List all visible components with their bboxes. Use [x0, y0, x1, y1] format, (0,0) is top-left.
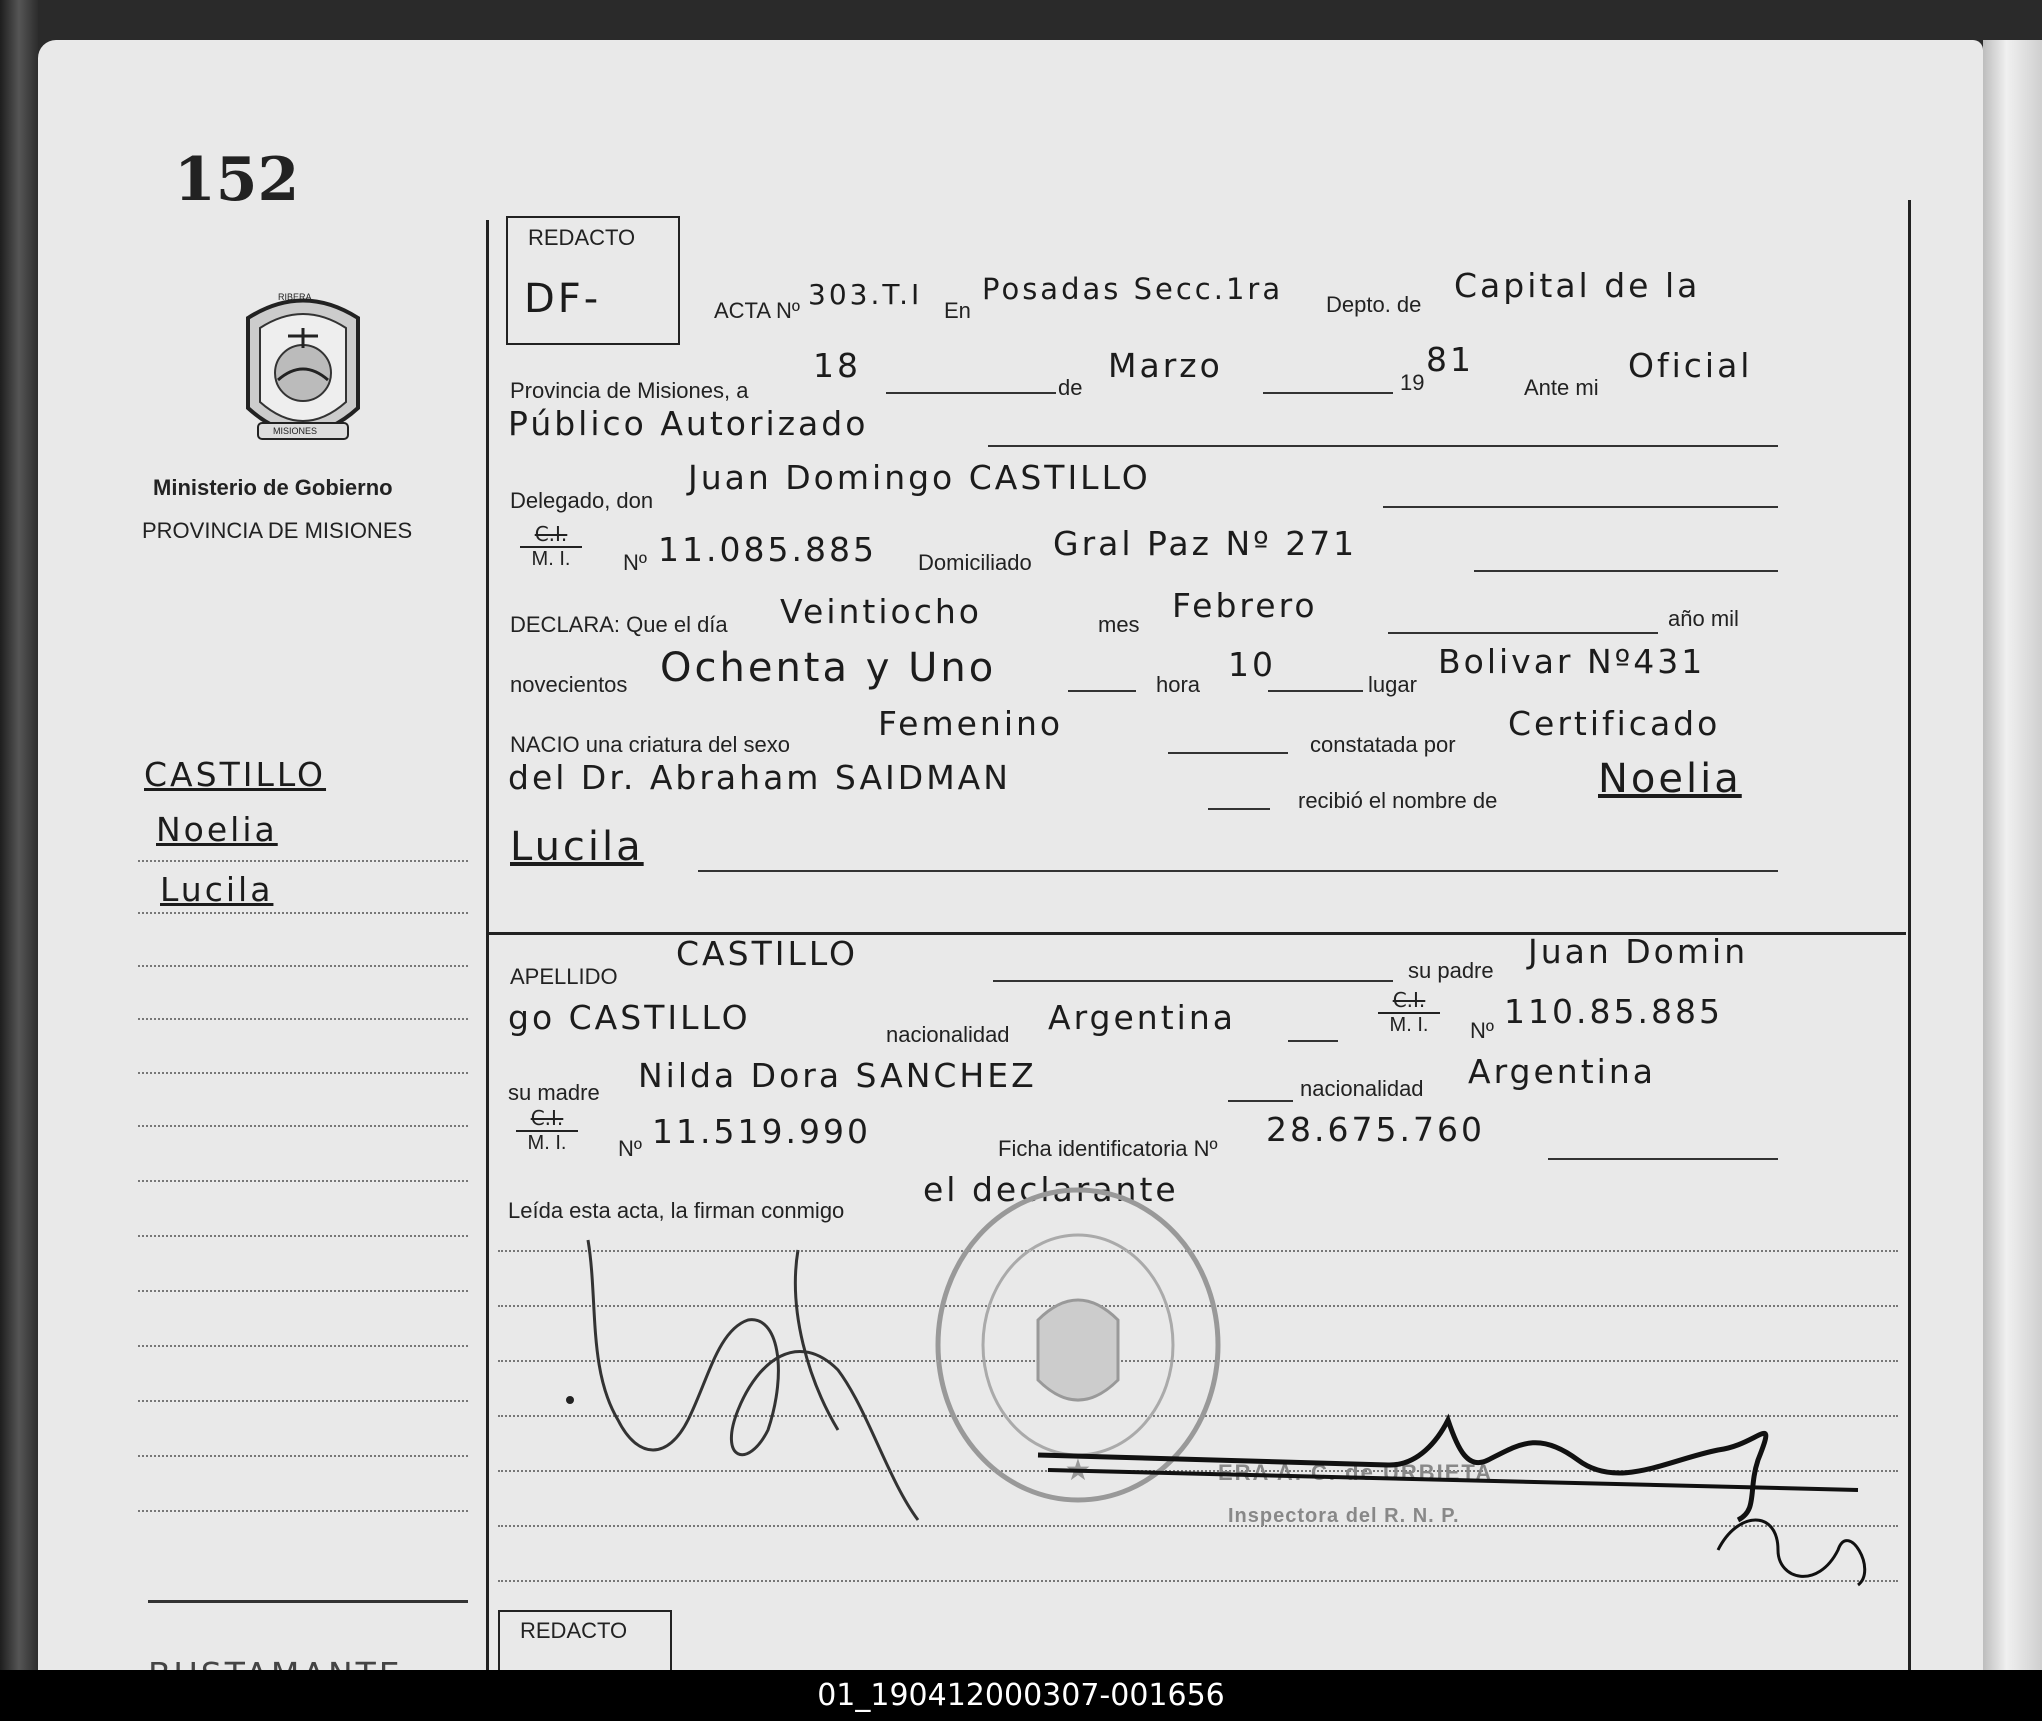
ante-label: Ante mi [1524, 375, 1599, 400]
margin-line [138, 1400, 468, 1402]
declara-label: DECLARA: Que el día [510, 612, 728, 637]
madre-value: Nilda Dora SANCHEZ [638, 1056, 1037, 1095]
padre-doc-value: 110.85.885 [1504, 992, 1723, 1031]
constatada-value: Certificado [1508, 704, 1721, 743]
margin-first-name: Noelia [156, 810, 278, 849]
madre-doc-type [516, 1106, 578, 1155]
svg-text:★: ★ [1064, 1454, 1092, 1487]
margin-second-name: Lucila [160, 870, 274, 909]
lugar-value: Bolivar Nº431 [1438, 642, 1706, 681]
fill-line [698, 870, 1778, 872]
madre-doc-value: 11.519.990 [652, 1112, 871, 1151]
mi-label: M. I. [531, 548, 571, 570]
constatada-label: constatada por [1310, 732, 1456, 757]
declarant-signature [538, 1220, 998, 1550]
margin-line [138, 1018, 468, 1020]
padre-value-2: go CASTILLO [508, 998, 751, 1037]
hora-label: hora [1156, 672, 1201, 697]
margin-line [138, 1510, 468, 1512]
margin-rule-bottom [148, 1600, 468, 1603]
fill-line [1263, 392, 1393, 394]
margin-line [138, 1180, 468, 1182]
apellido-label: APELLIDO [510, 964, 618, 989]
anio-suffix: 81 [1426, 340, 1474, 379]
fill-line [1068, 690, 1136, 692]
madre-nacionalidad-value: Argentina [1468, 1052, 1656, 1091]
de-label: de [1058, 375, 1083, 400]
nombre-1-value: Noelia [1598, 756, 1742, 802]
fill-line [993, 980, 1393, 982]
right-rule [1908, 200, 1911, 1700]
constatada-value-2: del Dr. Abraham SAIDMAN [508, 758, 1011, 797]
margin-line [138, 1290, 468, 1292]
fill-line [1288, 1040, 1338, 1042]
delegado-doc-no-label: Nº [623, 550, 647, 575]
acta-label: ACTA Nº [714, 298, 800, 323]
ministry-name: Ministerio de Gobierno [153, 475, 393, 500]
ficha-value: 28.675.760 [1266, 1110, 1485, 1149]
ante-value: Oficial [1628, 346, 1753, 385]
margin-line [138, 860, 468, 862]
fill-line [988, 445, 1778, 447]
delegado-doc-value: 11.085.885 [658, 530, 877, 569]
page-edges [1983, 40, 2042, 1670]
leida-label: Leída esta acta, la firman conmigo [508, 1198, 845, 1223]
redacto-label: REDACTO [528, 225, 636, 250]
mi-label: M. I. [1389, 1014, 1429, 1036]
anio-texto-value: Ochenta y Uno [660, 645, 997, 691]
fill-line [1168, 752, 1288, 754]
page-number: 152 [174, 145, 300, 215]
nacio-label: NACIO una criatura del sexo [510, 732, 791, 757]
fill-line [1268, 690, 1363, 692]
acta-number: 303.T.I [808, 278, 923, 311]
padre-value: Juan Domin [1528, 932, 1749, 971]
redacto-value: DF- [524, 276, 602, 322]
inspector-stamp-line1: ERA A. C. de URBIETA [1218, 1460, 1494, 1485]
margin-line [138, 1345, 468, 1347]
image-id-label: 01_190412000307-001656 [817, 1678, 1225, 1713]
delegado-label: Delegado, don [510, 488, 654, 513]
padre-nacionalidad-label: nacionalidad [886, 1022, 1010, 1047]
margin-line [138, 912, 468, 914]
inspector-stamp-line2: Inspectora del R. N. P. [1228, 1505, 1460, 1527]
leida-value: el declarante [923, 1170, 1179, 1209]
padre-nacionalidad-value: Argentina [1048, 998, 1236, 1037]
madre-label: su madre [508, 1080, 600, 1105]
ci-label: C.I. [516, 1106, 578, 1132]
madre-doc-no-label: Nº [618, 1136, 642, 1161]
margin-line [138, 1235, 468, 1237]
mes-texto-value: Febrero [1172, 586, 1318, 625]
ci-label: C.I. [520, 522, 582, 548]
book-binding [0, 0, 38, 1721]
depto-value: Capital de la [1454, 266, 1701, 305]
margin-surname: CASTILLO [144, 755, 327, 794]
ficha-label: Ficha identificatoria Nº [998, 1136, 1218, 1161]
novecientos-label: novecientos [510, 672, 628, 697]
dia-texto-value: Veintiocho [780, 592, 982, 631]
ante-value-2: Público Autorizado [508, 404, 869, 443]
anio-mil-label: año mil [1668, 606, 1739, 631]
delegado-value: Juan Domingo CASTILLO [688, 458, 1151, 497]
province-name: PROVINCIA DE MISIONES [142, 518, 413, 543]
fill-line [1228, 1100, 1293, 1102]
mes-label: mes [1098, 612, 1140, 637]
padre-doc-type [1378, 988, 1440, 1037]
fill-line [1208, 808, 1270, 810]
fill-line [1548, 1158, 1778, 1160]
margin-line [138, 1072, 468, 1074]
lugar-label: lugar [1368, 672, 1417, 697]
fill-line [886, 392, 1056, 394]
next-redacto-label: REDACTO [520, 1618, 628, 1643]
padre-doc-no-label: Nº [1470, 1018, 1494, 1043]
domiciliado-label: Domiciliado [918, 550, 1032, 575]
nombre-2-value: Lucila [510, 824, 644, 870]
margin-line [138, 1455, 468, 1457]
fill-line [1388, 632, 1658, 634]
apellido-value: CASTILLO [676, 934, 859, 973]
depto-label: Depto. de [1326, 292, 1422, 317]
margin-rule [486, 220, 489, 1700]
sexo-value: Femenino [878, 704, 1064, 743]
fill-line [1383, 506, 1778, 508]
recibio-label: recibió el nombre de [1298, 788, 1498, 813]
margin-line [138, 1125, 468, 1127]
domiciliado-value: Gral Paz Nº 271 [1053, 524, 1358, 563]
dia-value: 18 [813, 346, 861, 385]
padre-label: su padre [1408, 958, 1494, 983]
margin-line [138, 965, 468, 967]
madre-nacionalidad-label: nacionalidad [1300, 1076, 1424, 1101]
mes-value: Marzo [1108, 346, 1223, 385]
document-page [38, 40, 1983, 1670]
officer-signature [1018, 1400, 1878, 1590]
seal-banner-bottom: MISIONES [273, 426, 318, 436]
seal-banner-top: RIBERA [278, 292, 312, 302]
en-value: Posadas Secc.1ra [982, 272, 1284, 306]
mi-label: M. I. [527, 1132, 567, 1154]
anio-prefix: 19 [1400, 370, 1425, 395]
en-label: En [944, 298, 971, 323]
delegado-doc-type [520, 522, 582, 571]
fill-line [1474, 570, 1778, 572]
hora-value: 10 [1228, 645, 1276, 684]
ci-label: C.I. [1378, 988, 1440, 1014]
provincia-label: Provincia de Misiones, a [510, 378, 749, 403]
image-id-bar [0, 1670, 2042, 1721]
